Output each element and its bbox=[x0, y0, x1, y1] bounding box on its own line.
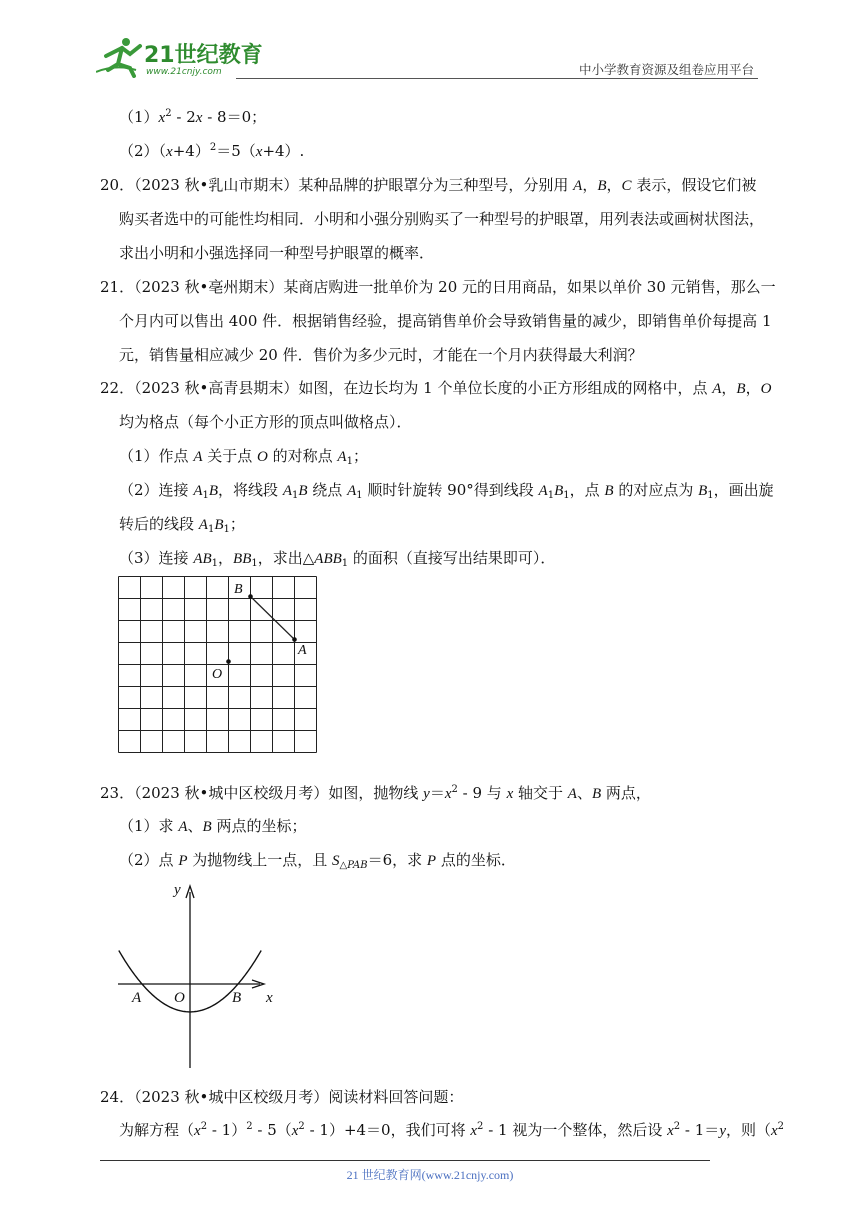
q22-part1: （1）作点 A 关于点 O 的对称点 $A_1$； bbox=[119, 447, 368, 467]
label-o: O bbox=[174, 990, 185, 1006]
q24-line1: 24．（2023 秋•城中区校级月考）阅读材料回答问题： bbox=[100, 1088, 464, 1106]
point-a bbox=[292, 637, 297, 642]
q22-part2a: （2）连接 $A_1B$，将线段 $A_1B$ 绕点 $A_1$ 顺时针旋转 90°得到线段 $A_1B_1$，点 B 的对应点为 $B_1$，画出旋 bbox=[119, 481, 774, 501]
label-o: O bbox=[212, 667, 223, 682]
label-x: x bbox=[266, 990, 273, 1006]
label-y: y bbox=[174, 882, 181, 898]
q22-line1: 22．（2023 秋•高青县期末）如图，在边长均为 1 个单位长度的小正方形组成的网格中，点 A，B，O bbox=[100, 379, 772, 397]
point-o bbox=[226, 659, 231, 664]
label-a: A bbox=[132, 990, 142, 1006]
label-b: B bbox=[234, 582, 243, 597]
q19-part2: $(2)(x+4)^2=5(x+4)$. bbox=[119, 142, 305, 160]
site-logo bbox=[96, 34, 266, 78]
grid-figure bbox=[118, 576, 322, 770]
header-divider bbox=[236, 78, 758, 79]
q20-line1: 20．（2023 秋•乳山市期末）某种品牌的护眼罩分为三种型号，分别用 A，B，C 表示，假设它们被 bbox=[100, 176, 757, 194]
platform-name: 中小学教育资源及组卷应用平台 bbox=[578, 62, 754, 77]
q23-line1: 23．（2023 秋•城中区校级月考）如图，抛物线 $y=x^2 - 9$ 与 x 轴交于 A、B 两点， bbox=[100, 784, 651, 802]
q22-line2: 均为格点（每个小正方形的顶点叫做格点）． bbox=[119, 413, 412, 431]
page-header bbox=[96, 34, 758, 78]
footer-text: 21 世纪教育网(www.21cnjy.com) bbox=[346, 1168, 514, 1182]
label-b: B bbox=[232, 990, 242, 1006]
label-a: A bbox=[298, 643, 307, 658]
q22-part2b: 转后的线段 $A_1B_1$； bbox=[119, 515, 245, 535]
q23-part2: （2）点 P 为抛物线上一点，且 $S_{\triangle PAB}=6$，求 P 点的坐标． bbox=[119, 851, 516, 871]
svg-text:www.21cnjy.com: www.21cnjy.com bbox=[146, 67, 222, 77]
q20-line2: 购买者选中的可能性均相同．小明和小强分别购买了一种型号的护眼罩，用列表法或画树状图法， bbox=[119, 210, 765, 228]
svg-text:21世纪教育: 21世纪教育 bbox=[144, 43, 263, 68]
q24-line2: 为解方程$(x^2 - 1)^2 - 5(x^2 - 1)+4=0$，我们可将 $x^2 - 1$ 视为一个整体，然后设 $x^2 - 1=y$，则（$x^2$ bbox=[119, 1121, 785, 1139]
q19-part1: $(1)x^2 - 2x - 8=0$； bbox=[119, 108, 267, 126]
footer-divider bbox=[100, 1160, 710, 1161]
q20-line3: 求出小明和小强选择同一种型号护眼罩的概率． bbox=[119, 244, 435, 262]
q22-part3: （3）连接 $AB_1$，$BB_1$，求出$\triangle ABB_1$ 的面积（直接写出结果即可）． bbox=[119, 549, 556, 569]
point-b bbox=[248, 594, 253, 599]
q23-part1: （1）求 A、B 两点的坐标； bbox=[119, 817, 307, 835]
parabola-figure bbox=[110, 878, 290, 1074]
q21-line3: 元，销售量相应减少 20 件．售价为多少元时，才能在一个月内获得最大利润？ bbox=[119, 346, 643, 364]
q21-line1: 21．（2023 秋•亳州期末）某商店购进一批单价为 20 元的日用商品，如果以单价 30 元销售，那么一 bbox=[100, 278, 776, 296]
q21-line2: 个月内可以售出 400 件．根据销售经验，提高销售单价会导致销售量的减少，即销售单价每提高 1 bbox=[119, 312, 772, 330]
